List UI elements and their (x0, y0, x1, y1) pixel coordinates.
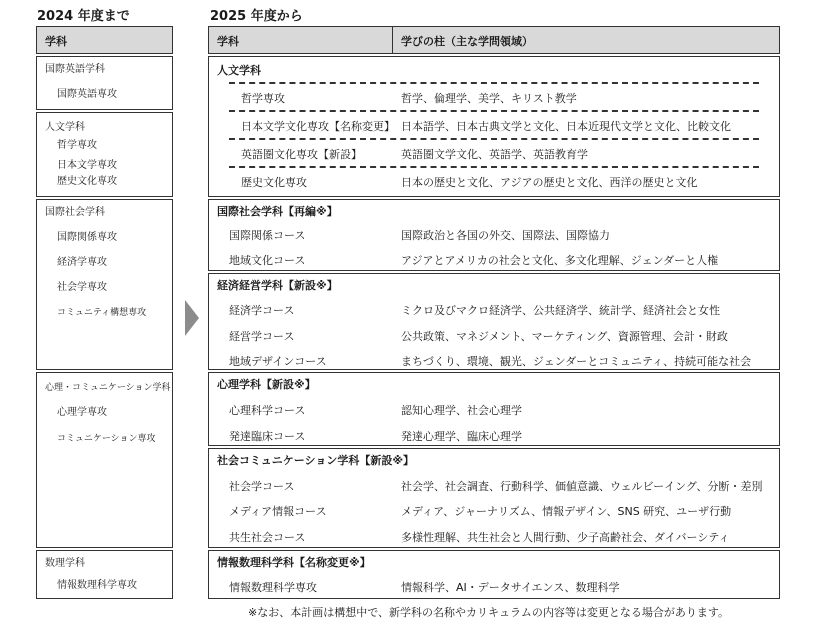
right-course-name: 日本文学文化専攻【名称変更】 (241, 120, 395, 133)
dashed-divider (229, 110, 759, 112)
right-course-name: 情報数理科学専攻 (229, 581, 317, 594)
left-major: 情報数理科学専攻 (57, 580, 137, 591)
right-course-areas: ミクロ及びマクロ経済学、公共経済学、統計学、経済社会と女性 (401, 304, 720, 317)
right-course-name: 共生社会コース (229, 531, 306, 544)
header-divider (392, 26, 393, 54)
left-section-international-english (36, 56, 173, 110)
footnote: ※なお、本計画は構想中で、新学科の名称やカリキュラムの内容等は変更となる場合があります。 (248, 606, 730, 619)
dashed-divider (229, 82, 759, 84)
right-header-dept-label: 学科 (217, 35, 239, 48)
right-course-name: 経営学コース (229, 330, 295, 343)
right-course-areas: 日本語学、日本古典文学と文化、日本近現代文学と文化、比較文化 (401, 120, 731, 133)
right-course-areas: アジアとアメリカの社会と文化、多文化理解、ジェンダーと人権 (401, 254, 719, 267)
left-column-title: 2024 年度まで (37, 9, 130, 24)
right-dept-name: 情報数理科学科【名称変更※】 (217, 556, 371, 569)
right-section-humanities (208, 56, 780, 197)
left-section-mathematics (36, 550, 173, 599)
right-course-areas: 情報科学、AI・データサイエンス、数理科学 (401, 581, 620, 594)
right-dept-name: 経済経営学科【新設※】 (217, 279, 338, 292)
right-course-areas: 哲学、倫理学、美学、キリスト教学 (401, 92, 577, 105)
right-dept-name: 社会コミュニケーション学科【新設※】 (217, 454, 415, 467)
left-table-header (36, 26, 173, 54)
right-course-areas: 社会学、社会調査、行動科学、価値意識、ウェルビーイング、分断・差別 (401, 480, 763, 493)
left-dept-name: 人文学科 (45, 122, 85, 133)
left-section-humanities (36, 112, 173, 197)
left-major: コミュニティ構想専攻 (57, 308, 147, 318)
right-course-areas: 日本の歴史と文化、アジアの歴史と文化、西洋の歴史と文化 (401, 176, 698, 189)
left-section-psych-communication (36, 372, 173, 548)
right-dept-name: 心理学科【新設※】 (217, 378, 316, 391)
left-dept-name: 心理・コミュニケーション学科 (45, 383, 171, 393)
right-section-social-communication (208, 448, 780, 548)
left-major: 経済学専攻 (57, 257, 107, 268)
right-course-areas: 国際政治と各国の外交、国際法、国際協力 (401, 229, 610, 242)
right-section-information-math (208, 550, 780, 599)
right-course-name: 経済学コース (229, 304, 295, 317)
left-major: 歴史文化専攻 (57, 176, 117, 187)
left-major: 心理学専攻 (57, 407, 107, 418)
left-dept-name: 国際英語学科 (45, 64, 105, 75)
right-column-title: 2025 年度から (210, 9, 303, 24)
right-course-areas: 英語圏文学文化、英語学、英語教育学 (401, 148, 588, 161)
right-course-name: 心理科学コース (229, 404, 306, 417)
right-dept-name: 人文学科 (217, 64, 261, 77)
right-course-name: 地域デザインコース (229, 355, 327, 368)
left-dept-name: 数理学科 (45, 558, 85, 569)
left-major: 哲学専攻 (57, 140, 97, 151)
right-course-name: 国際関係コース (229, 229, 306, 242)
right-section-psychology (208, 372, 780, 446)
right-course-areas: 公共政策、マネジメント、マーケティング、資源管理、会計・財政 (401, 330, 728, 343)
left-major: 日本文学専攻 (57, 160, 117, 171)
arrow-right-icon (185, 300, 199, 336)
left-major: 国際英語専攻 (57, 89, 117, 100)
right-course-areas: まちづくり、環境、観光、ジェンダーとコミュニティ、持続可能な社会 (401, 355, 752, 368)
left-dept-name: 国際社会学科 (45, 207, 105, 218)
right-section-international-society (208, 199, 780, 271)
dashed-divider (229, 166, 759, 168)
right-dept-name: 国際社会学科【再編※】 (217, 205, 338, 218)
right-course-name: 地域文化コース (229, 254, 306, 267)
right-course-areas: メディア、ジャーナリズム、情報デザイン、SNS 研究、ユーザ行動 (401, 505, 732, 518)
left-major: 社会学専攻 (57, 282, 107, 293)
right-course-name: 歴史文化専攻 (241, 176, 307, 189)
dashed-divider (229, 138, 759, 140)
right-course-name: 哲学専攻 (241, 92, 285, 105)
right-course-areas: 認知心理学、社会心理学 (401, 404, 522, 417)
left-section-international-society (36, 199, 173, 370)
right-course-areas: 発達心理学、臨床心理学 (401, 430, 522, 443)
right-section-economics-management (208, 273, 780, 370)
right-course-name: メディア情報コース (229, 505, 327, 518)
right-course-areas: 多様性理解、共生社会と人間行動、少子高齢社会、ダイバーシティ (401, 531, 730, 544)
left-header-label: 学科 (45, 35, 67, 48)
right-course-name: 発達臨床コース (229, 430, 306, 443)
left-major: コミュニケーション専攻 (57, 434, 156, 444)
right-course-name: 社会学コース (229, 480, 295, 493)
right-course-name: 英語圏文化専攻【新設】 (241, 148, 362, 161)
left-major: 国際関係専攻 (57, 232, 117, 243)
right-header-areas-label: 学びの柱（主な学問領域） (401, 35, 533, 48)
right-table-header (208, 26, 780, 54)
